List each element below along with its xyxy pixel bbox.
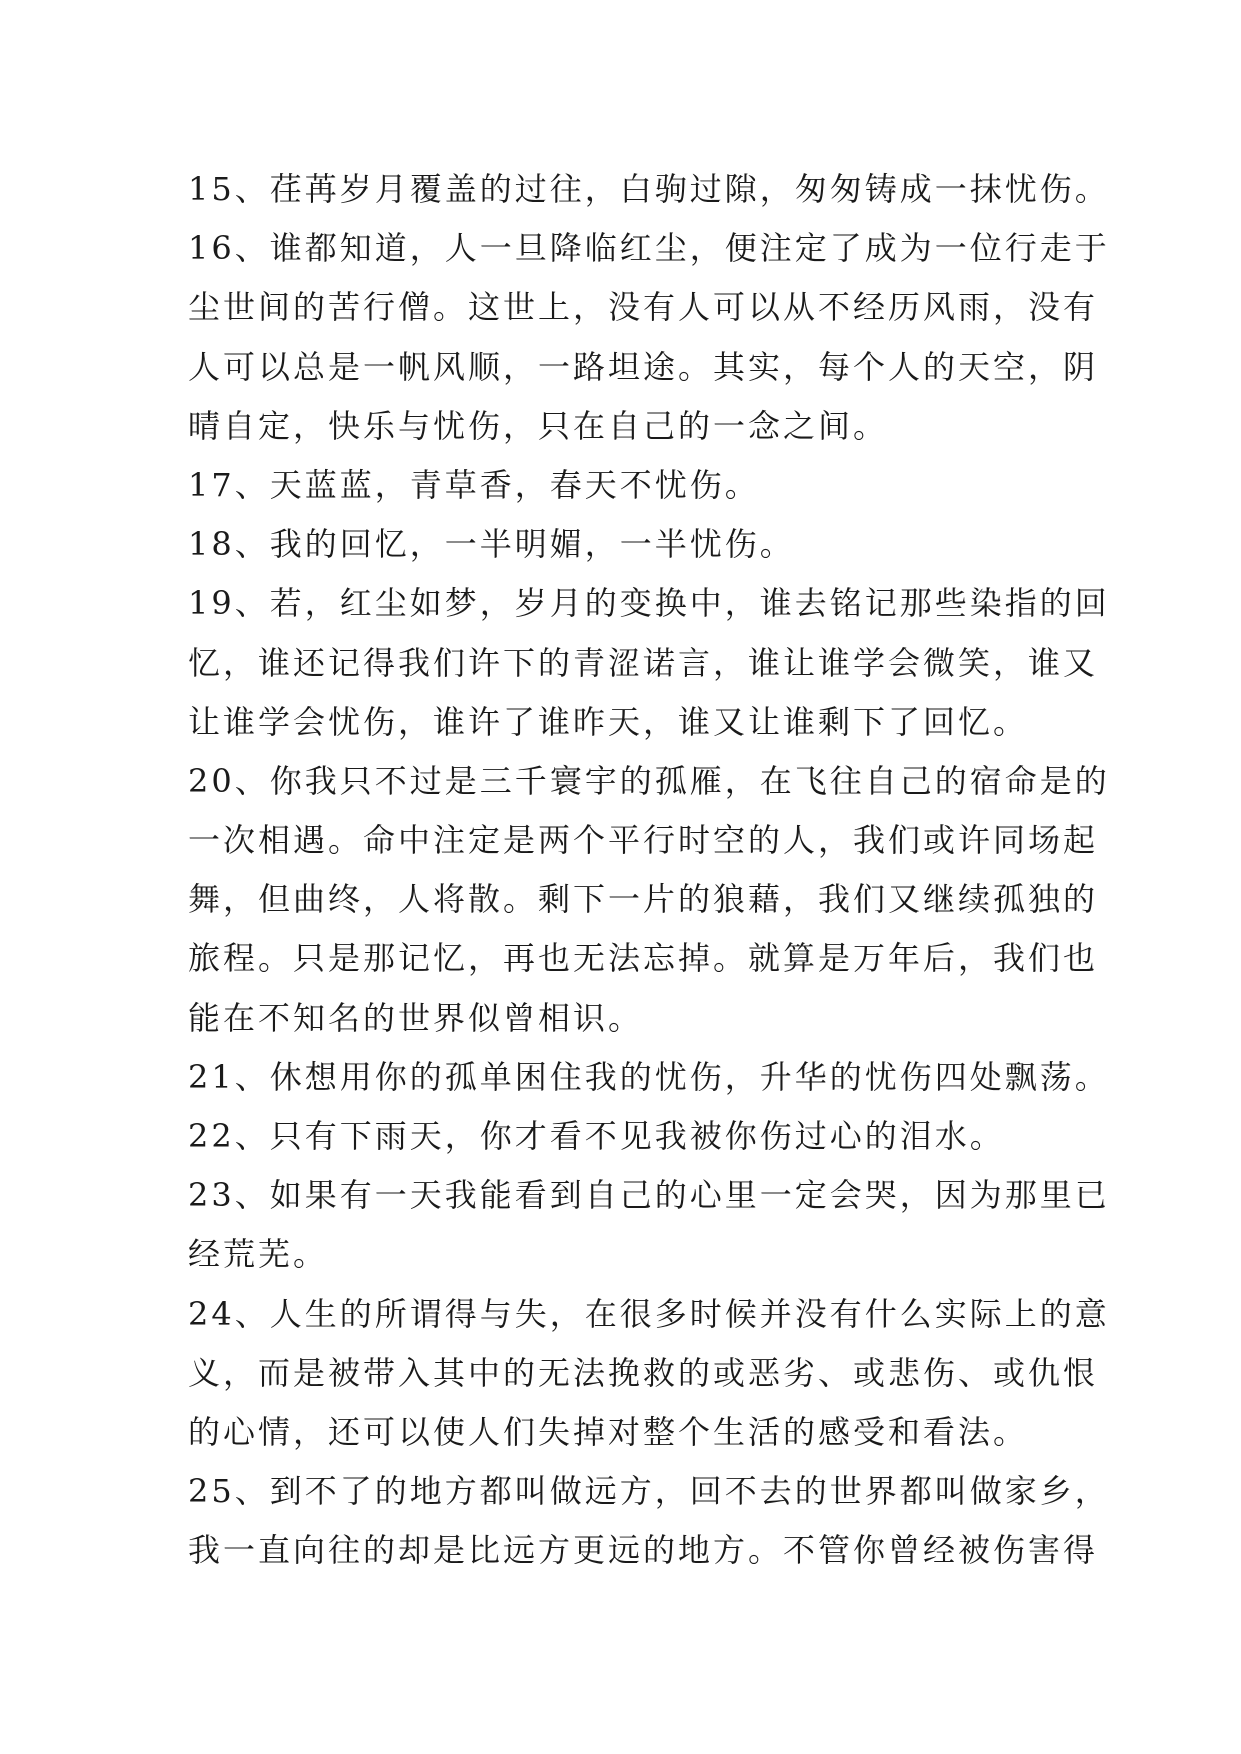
text-line: 我一直向往的却是比远方更远的地方。不管你曾经被伤害得: [188, 1531, 1099, 1570]
text-line: 22、只有下雨天，你才看不见我被你伤过心的泪水。: [188, 1117, 1005, 1155]
text-line: 16、谁都知道，人一旦降临红尘，便注定了成为一位行走于: [188, 229, 1110, 268]
text-line: 能在不知名的世界似曾相识。: [188, 998, 644, 1037]
text-line: 旅程。只是那记忆，再也无法忘掉。就算是万年后，我们也: [188, 939, 1099, 978]
text-line: 让谁学会忧伤，谁许了谁昨天，谁又让谁剩下了回忆。: [188, 702, 1029, 741]
text-line: 24、人生的所谓得与失，在很多时候并没有什么实际上的意: [188, 1294, 1110, 1333]
text-line: 18、我的回忆，一半明媚，一半忧伤。: [188, 525, 795, 564]
text-line: 人可以总是一帆风顺，一路坦途。其实，每个人的天空，阴: [188, 347, 1099, 386]
text-line: 舞，但曲终，人将散。剩下一片的狼藉，我们又继续孤独的: [188, 880, 1099, 919]
text-line: 17、天蓝蓝，青草香，春天不忧伤。: [188, 465, 760, 504]
text-line: 20、你我只不过是三千寰宇的孤雁，在飞往自己的宿命是的: [188, 761, 1110, 800]
text-line: 19、若，红尘如梦，岁月的变换中，谁去铭记那些染指的回: [188, 584, 1110, 623]
text-line: 尘世间的苦行僧。这世上，没有人可以从不经历风雨，没有: [188, 288, 1099, 327]
body-text: [188, 160, 1110, 1581]
text-line: 15、荏苒岁月覆盖的过往，白驹过隙，匆匆铸成一抹忧伤。: [188, 170, 1110, 208]
text-line: 一次相遇。命中注定是两个平行时空的人，我们或许同场起: [188, 821, 1099, 860]
text-line: 21、休想用你的孤单困住我的忧伤，升华的忧伤四处飘荡。: [188, 1057, 1110, 1096]
text-line: 23、如果有一天我能看到自己的心里一定会哭，因为那里已: [188, 1176, 1110, 1215]
text-line: 的心情，还可以使人们失掉对整个生活的感受和看法。: [188, 1412, 1029, 1451]
text-line: 忆，谁还记得我们许下的青涩诺言，谁让谁学会微笑，谁又: [188, 643, 1099, 682]
text-line: 经荒芜。: [188, 1235, 329, 1274]
text-line: 25、到不了的地方都叫做远方，回不去的世界都叫做家乡，: [188, 1472, 1110, 1511]
text-line: 晴自定，快乐与忧伤，只在自己的一念之间。: [188, 406, 889, 445]
text-line: 义，而是被带入其中的无法挽救的或恶劣、或悲伤、或仇恨: [188, 1353, 1099, 1392]
